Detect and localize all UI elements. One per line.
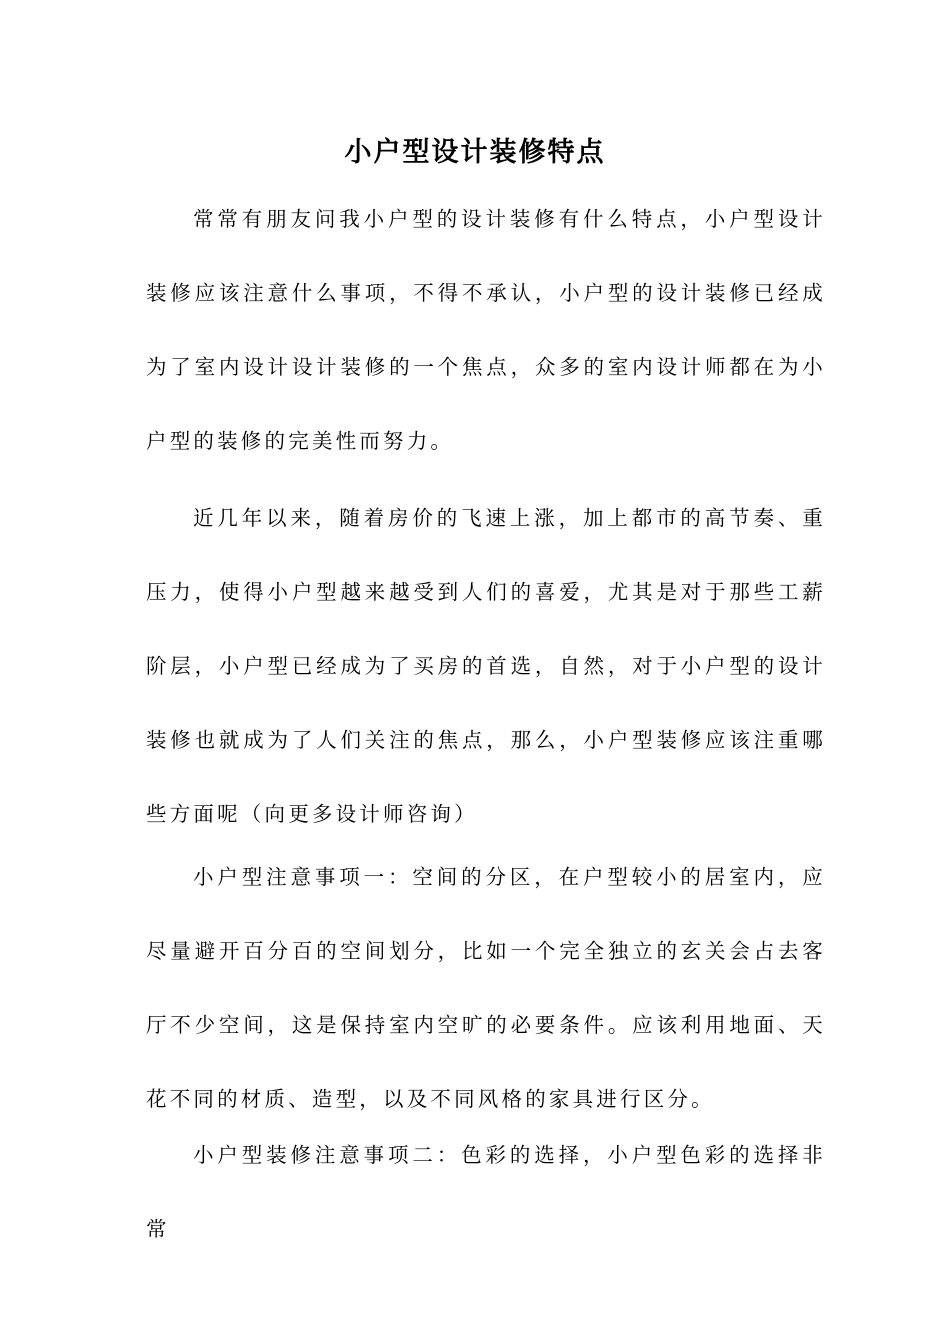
paragraph-2: 近几年以来，随着房价的飞速上涨，加上都市的高节奏、重压力，使得小户型越来越受到人们的喜爱，尤其是对于那些工薪阶层，小户型已经成为了买房的首选，自然，对于小户型的设计装修也就成为了人们关注的焦点，那么，小户型装修应该注重哪些方面呢（向更多设计师咨询） <box>146 506 826 826</box>
paragraph-4: 小户型装修注意事项二：色彩的选择，小户型色彩的选择非常 <box>146 1143 826 1241</box>
paragraph-3: 小户型注意事项一：空间的分区，在户型较小的居室内，应尽量避开百分百的空间划分，比如一个完全独立的玄关会占去客厅不少空间，这是保持室内空旷的必要条件。应该利用地面、天花不同的材质、造型，以及不同风格的家具进行区分。 <box>146 865 826 1111</box>
document-title: 小户型设计装修特点 <box>344 137 606 168</box>
paragraph-1: 常常有朋友问我小户型的设计装修有什么特点，小户型设计装修应该注意什么事项，不得不承认，小户型的设计装修已经成为了室内设计设计装修的一个焦点，众多的室内设计师都在为小户型的装修的完美性而努力。 <box>146 207 826 453</box>
